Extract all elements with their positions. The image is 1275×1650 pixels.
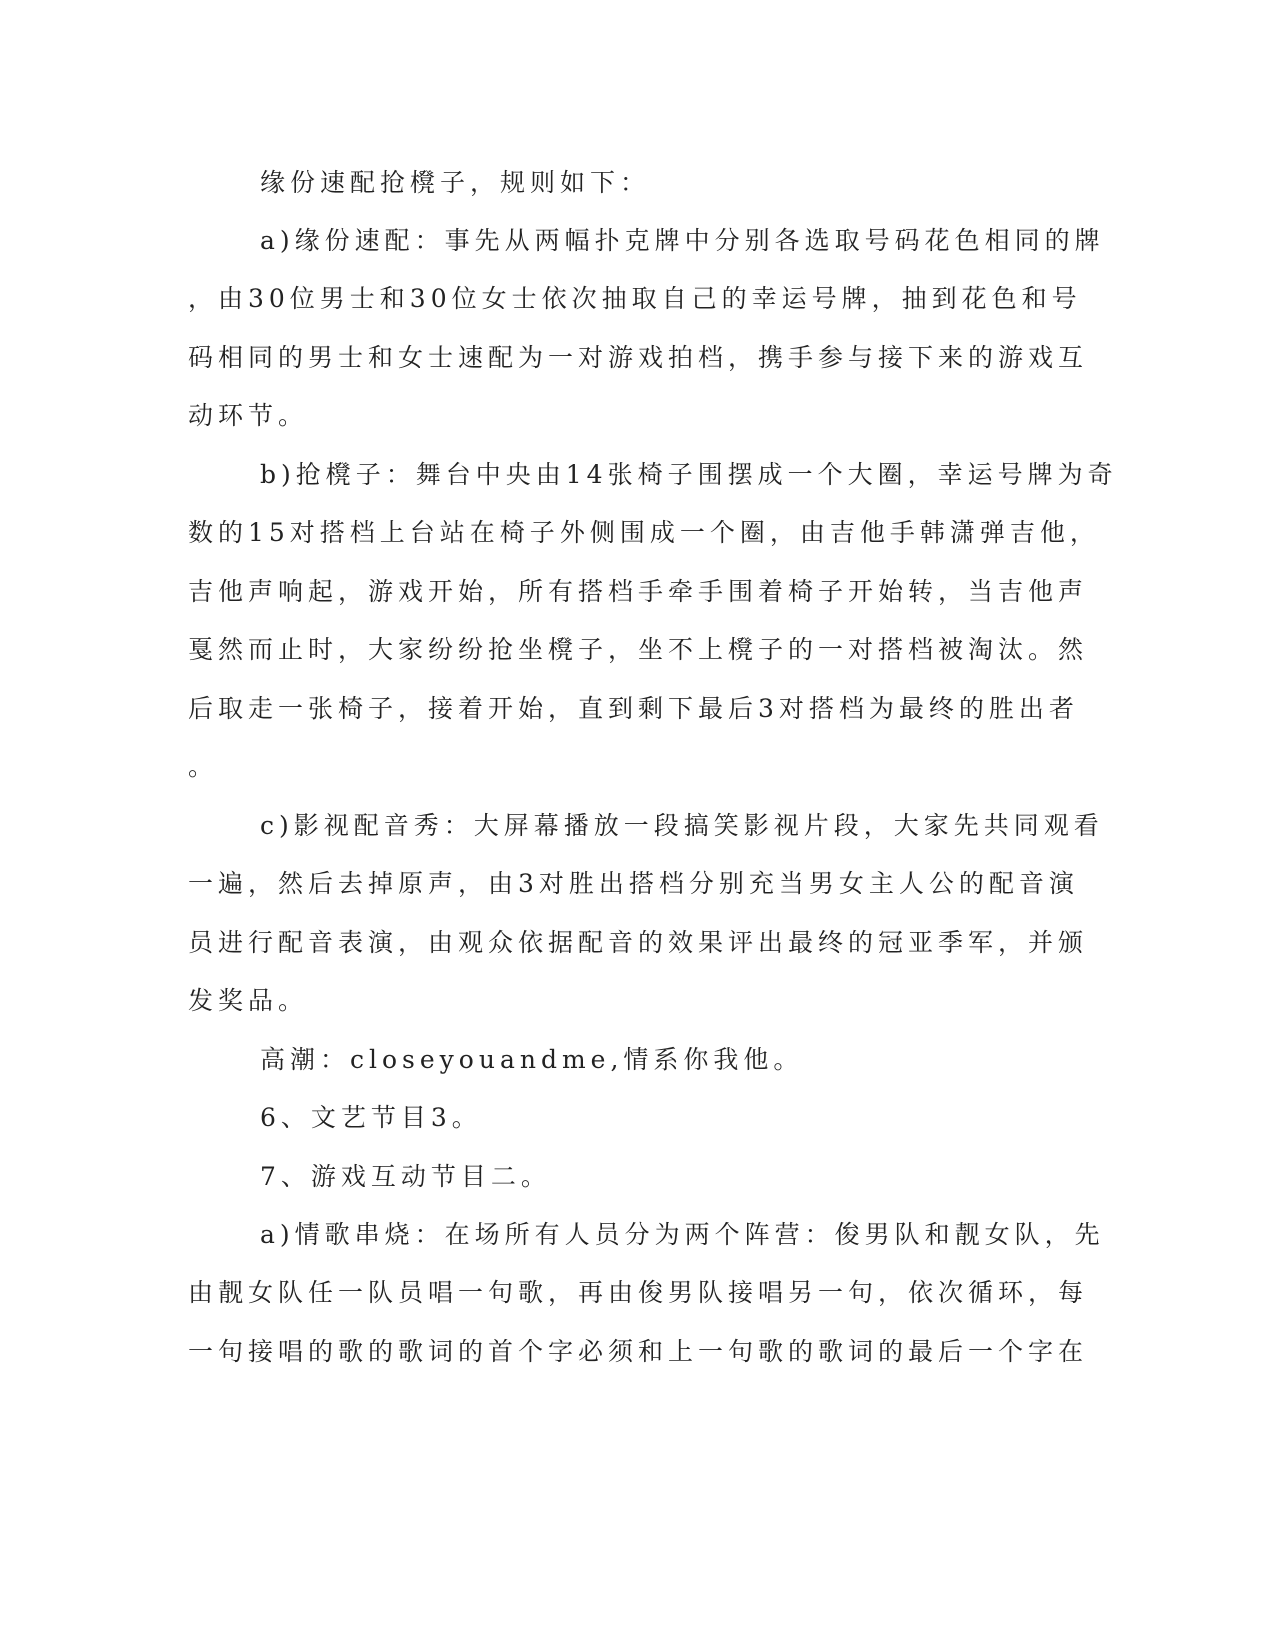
paragraph-line: 码相同的男士和女士速配为一对游戏拍档，携手参与接下来的游戏互 xyxy=(188,343,1089,372)
paragraph-line: 由靓女队任一队员唱一句歌，再由俊男队接唱另一句，依次循环，每 xyxy=(188,1278,1089,1307)
paragraph-line: a)情歌串烧：在场所有人员分为两个阵营：俊男队和靓女队，先 xyxy=(260,1220,1105,1249)
paragraph-line: 戛然而止时，大家纷纷抢坐櫈子，坐不上櫈子的一对搭档被淘汰。然 xyxy=(188,635,1089,664)
paragraph-line: 发奖品。 xyxy=(188,986,309,1015)
paragraph-line: c)影视配音秀：大屏幕播放一段搞笑影视片段，大家先共同观看 xyxy=(260,811,1104,840)
paragraph-line: a)缘份速配：事先从两幅扑克牌中分别各选取号码花色相同的牌 xyxy=(260,226,1105,255)
paragraph-line: 高潮：closeyouandme,情系你我他。 xyxy=(260,1045,804,1074)
paragraph-line: 6、文艺节目3。 xyxy=(260,1103,482,1132)
paragraph-line: 一遍，然后去掉原声，由3对胜出搭档分别充当男女主人公的配音演 xyxy=(188,869,1079,898)
paragraph-line: 一句接唱的歌的歌词的首个字必须和上一句歌的歌词的最后一个字在 xyxy=(188,1337,1089,1366)
paragraph-line: 吉他声响起，游戏开始，所有搭档手牵手围着椅子开始转，当吉他声 xyxy=(188,577,1089,606)
paragraph-line: 数的15对搭档上台站在椅子外侧围成一个圈，由吉他手韩潇弹吉他， xyxy=(188,518,1100,547)
paragraph-line: ，由30位男士和30位女士依次抽取自己的幸运号牌，抽到花色和号 xyxy=(188,284,1082,313)
paragraph-line: 员进行配音表演，由观众依据配音的效果评出最终的冠亚季军，并颁 xyxy=(188,928,1089,957)
paragraph-line: 缘份速配抢櫈子，规则如下： xyxy=(260,168,651,197)
paragraph-line: 动环节。 xyxy=(188,401,309,430)
paragraph-line: 后取走一张椅子，接着开始，直到剩下最后3对搭档为最终的胜出者 xyxy=(188,694,1079,723)
paragraph-line: 7、游戏互动节目二。 xyxy=(260,1162,551,1191)
paragraph-line: 。 xyxy=(188,752,219,781)
paragraph-line: b)抢櫈子：舞台中央由14张椅子围摆成一个大圈，幸运号牌为奇 xyxy=(260,460,1118,489)
